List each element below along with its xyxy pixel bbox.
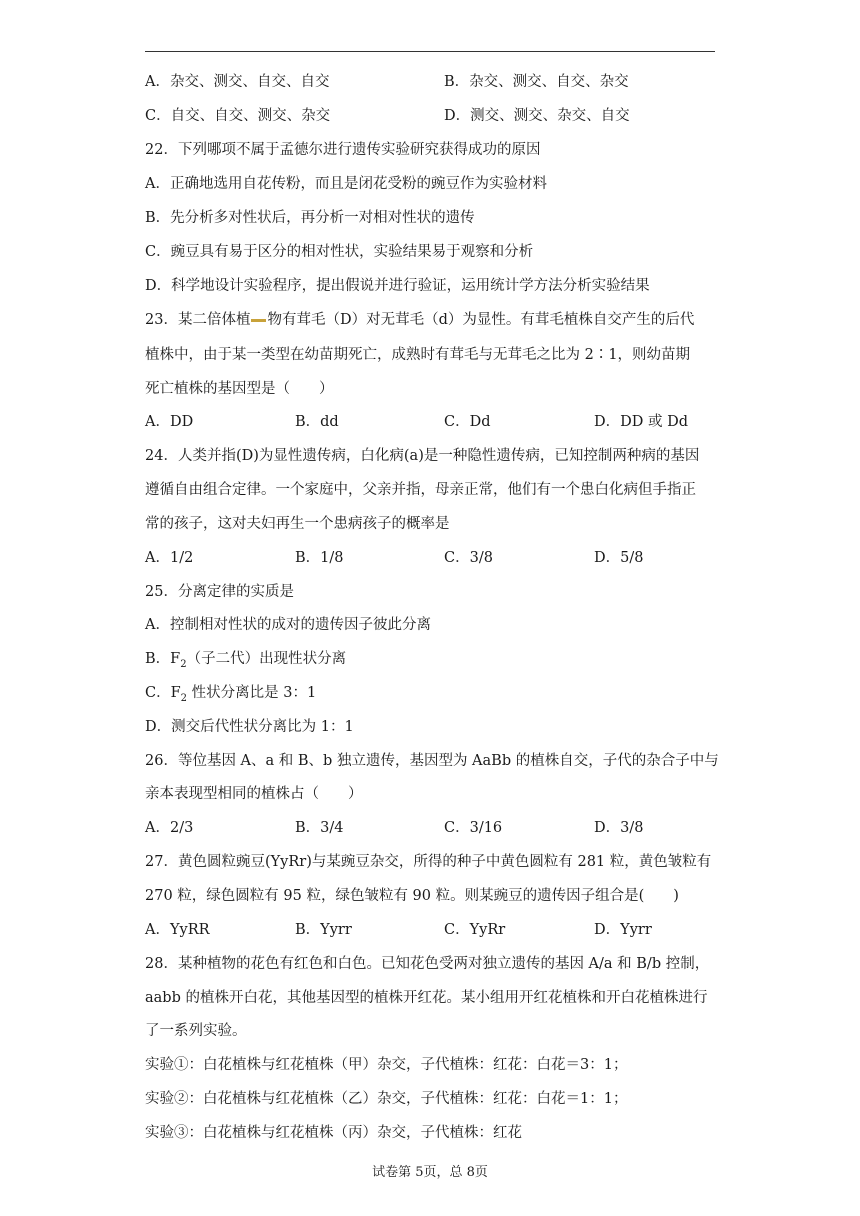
q24-option-c: C．3/8 — [444, 550, 493, 566]
q22-stem: 22．下列哪项不属于孟德尔进行遗传实验研究获得成功的原因 — [145, 142, 541, 158]
q24-option-b: B．1/8 — [295, 550, 344, 566]
q23-stem-line-1 — [145, 310, 694, 330]
q26-option-b: B．3/4 — [295, 820, 344, 836]
q28-stem-line-1: 28．某种植物的花色有红色和白色。已知花色受两对独立遗传的基因 A/a 和 B/b 控制， — [145, 956, 710, 972]
q22-option-a: A．正确地选用自花传粉，而且是闭花受粉的豌豆作为实验材料 — [145, 176, 547, 192]
q21-option-a: A．杂交、测交、自交、自交 — [145, 74, 330, 90]
q25-option-c — [145, 683, 316, 703]
q21-option-b: B．杂交、测交、自交、杂交 — [444, 74, 629, 90]
q22-option-c: C．豌豆具有易于区分的相对性状，实验结果易于观察和分析 — [145, 244, 534, 260]
highlight-mark — [251, 319, 266, 322]
q25-option-b-prefix: B．F — [145, 651, 181, 667]
q27-stem-line-2: 270 粒，绿色圆粒有 95 粒，绿色皱粒有 90 粒。则某豌豆的遗传因子组合是( ) — [145, 888, 679, 904]
q22-option-b: B．先分析多对性状后，再分析一对相对性状的遗传 — [145, 210, 475, 226]
q22-option-d: D．科学地设计实验程序，提出假说并进行验证，运用统计学方法分析实验结果 — [145, 278, 650, 294]
q28-experiment-3: 实验③：白花植株与红花植株（丙）杂交，子代植株：红花 — [145, 1125, 522, 1141]
q26-stem-line-2: 亲本表现型相同的植株占（ ） — [145, 786, 363, 802]
q24-option-a: A．1/2 — [145, 550, 194, 566]
q23-option-c: C．Dd — [444, 414, 491, 430]
header-rule — [145, 51, 715, 52]
q25-option-a: A．控制相对性状的成对的遗传因子彼此分离 — [145, 617, 431, 633]
q23-stem-line-2: 植株中，由于某一类型在幼苗期死亡，成熟时有茸毛与无茸毛之比为 2∶1，则幼苗期 — [145, 347, 691, 363]
q26-stem-line-1: 26．等位基因 A、a 和 B、b 独立遗传，基因型为 AaBb 的植株自交，子代的杂合子中与 — [145, 753, 719, 769]
q27-option-a: A．YyRR — [145, 922, 210, 938]
q25-option-b — [145, 649, 346, 669]
q26-option-a: A．2/3 — [145, 820, 194, 836]
q27-option-c: C．YyRr — [444, 922, 506, 938]
q24-option-d: D．5/8 — [594, 550, 644, 566]
q24-stem-line-2: 遵循自由组合定律。一个家庭中，父亲并指，母亲正常，他们有一个患白化病但手指正 — [145, 482, 696, 498]
q24-stem-line-1: 24．人类并指(D)为显性遗传病，白化病(a)是一种隐性遗传病，已知控制两种病的基因 — [145, 448, 700, 464]
q25-option-c-prefix: C．F — [145, 685, 181, 701]
q23-stem-part-1: 23．某二倍体植 — [145, 312, 251, 328]
q25-option-b-subscript: 2 — [180, 658, 187, 670]
page-footer: 试卷第 5页，总 8页 — [372, 1165, 488, 1180]
q23-option-d: D．DD 或 Dd — [594, 414, 689, 430]
q23-stem-part-2: 物有茸毛（D）对无茸毛（d）为显性。有茸毛植株自交产生的后代 — [267, 312, 695, 328]
q28-experiment-2: 实验②：白花植株与红花植株（乙）杂交，子代植株：红花：白花＝1：1； — [145, 1091, 628, 1107]
q25-option-c-subscript: 2 — [180, 692, 188, 704]
q26-option-d: D．3/8 — [594, 820, 644, 836]
q24-stem-line-3: 常的孩子，这对夫妇再生一个患病孩子的概率是 — [145, 516, 450, 532]
q27-option-d: D．Yyrr — [594, 922, 652, 938]
q27-stem-line-1: 27．黄色圆粒豌豆(YyRr)与某豌豆杂交，所得的种子中黄色圆粒有 281 粒，黄色皱粒有 — [145, 854, 712, 870]
q23-option-b: B．dd — [295, 414, 339, 430]
q28-stem-line-2: aabb 的植株开白花，其他基因型的植株开红花。某小组用开红花植株和开白花植株进行 — [145, 990, 708, 1006]
q28-experiment-1: 实验①：白花植株与红花植株（甲）杂交，子代植株：红花：白花＝3：1； — [145, 1057, 628, 1073]
q25-option-b-text: （子二代）出现性状分离 — [186, 651, 347, 667]
q25-option-d: D．测交后代性状分离比为 1：1 — [145, 719, 354, 735]
q21-option-c: C．自交、自交、测交、杂交 — [145, 108, 331, 124]
q28-stem-line-3: 了一系列实验。 — [145, 1023, 247, 1039]
q23-option-a: A．DD — [145, 414, 194, 430]
q27-option-b: B．Yyrr — [295, 922, 352, 938]
q25-option-c-text: 性状分离比是 3：1 — [187, 685, 317, 701]
q25-stem: 25．分离定律的实质是 — [145, 584, 294, 600]
q21-option-d: D．测交、测交、杂交、自交 — [444, 108, 630, 124]
q23-stem-line-3: 死亡植株的基因型是（ ） — [145, 381, 334, 397]
q26-option-c: C．3/16 — [444, 820, 503, 836]
